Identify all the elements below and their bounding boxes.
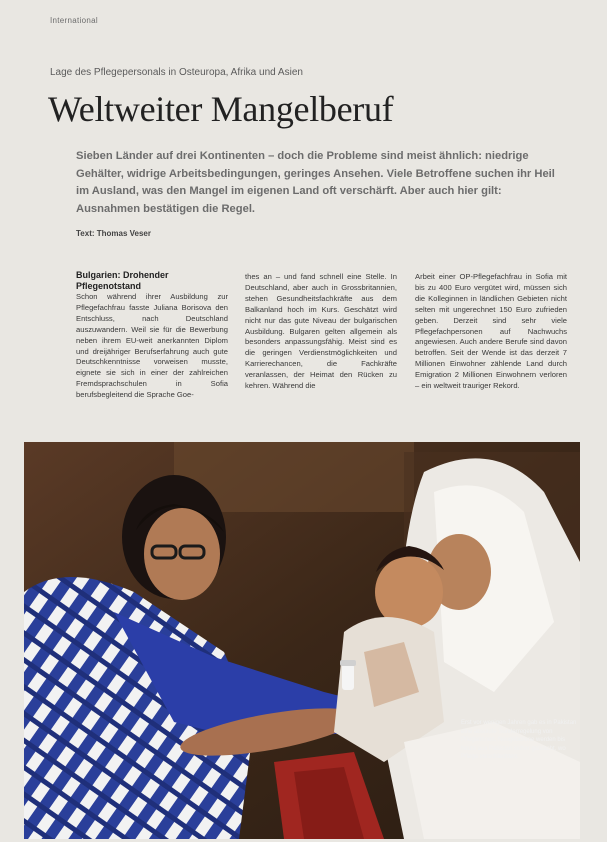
text-column-3 xyxy=(415,272,567,392)
body-text-3: Arbeit einer OP-Pflegefachfrau in Sofia mit bis zu 400 Euro vergütet wird, müssen sich die Kolleginnen in ländlichen Gebieten nicht selten mit ungerechnet 150 Euro zufrieden geben. Derzeit sind sehr viele Pflegefachpersonen auf Nachwuchs angewiesen. Auch andere Berufe sind davon betroffen. Seit der Wende ist das derzeit 7 Millionen Einwohner zählende Land durch Emigration 2 Millionen Einwohnern verloren – ein weltweit trauriger Rekord. xyxy=(415,272,567,391)
text-column-2 xyxy=(245,272,397,392)
lead-paragraph: Sieben Länder auf drei Kontinenten – doch die Probleme sind meist ähnlich: niedrige Gehälter, widrige Arbeitsbedingungen, geringes Ansehen. Viele Betroffene suchen ihr Heil im Ausland, was den Mangel im eigenen Land oft verschärft. Aber auch hier gilt: Ausnahmen bestätigen die Regel. xyxy=(76,150,555,215)
article-photo xyxy=(24,442,580,839)
body-text-2: thes an – und fand schnell eine Stelle. In Deutschland, aber auch in Grossbritannien, stehen Gesundheitsfachkräfte aus dem Balkanland hoch im Kurs. Geschätzt wird nicht nur das gute Niveau der bulgarischen Ausbildung. Bulgaren gelten allgemein als besonders anpassungsfähig. Meist sind es die geringen Verdienstmöglichkeiten und Karrierechancen, die Fachkräfte veranlassen, der Heimat den Rücken zu kehren. Während die xyxy=(245,272,397,391)
byline: Text: Thomas Veser xyxy=(76,229,151,238)
kicker: Lage des Pflegepersonals in Osteuropa, Afrika und Asien xyxy=(50,67,303,78)
section-label: International xyxy=(50,16,98,25)
photo-illustration xyxy=(24,442,580,839)
text-column-1 xyxy=(76,270,228,401)
body-text-1: Schon während ihrer Ausbildung zur Pflegefachfrau fasste Juliana Borisova den Entschluss, nach Deutschland auszuwandern. Weil sie für die Bewerbung neben ihrem EU-weit anerkannten Diplom und dreijähriger Berufserfahrung auch gute Deutschkenntnisse vorweisen musste, eignete sie sich in einer der zahlreichen Fremdsprachschulen in Sofia berufsbegleitend die Sprache Goe- xyxy=(76,292,228,400)
headline: Weltweiter Mangelberuf xyxy=(48,89,394,129)
subheading-bulgaria: Bulgarien: Drohender Pflegenotstand xyxy=(76,270,169,291)
photo-caption: Erst vor wenigen Jahren gab es in Pakistan eine absolute Sonderregelung von Pflegerinnen. Neugeborene werden bis heute aus Pakistan sicher gebracht, wo Pflege verschlechtert. xyxy=(461,720,577,761)
